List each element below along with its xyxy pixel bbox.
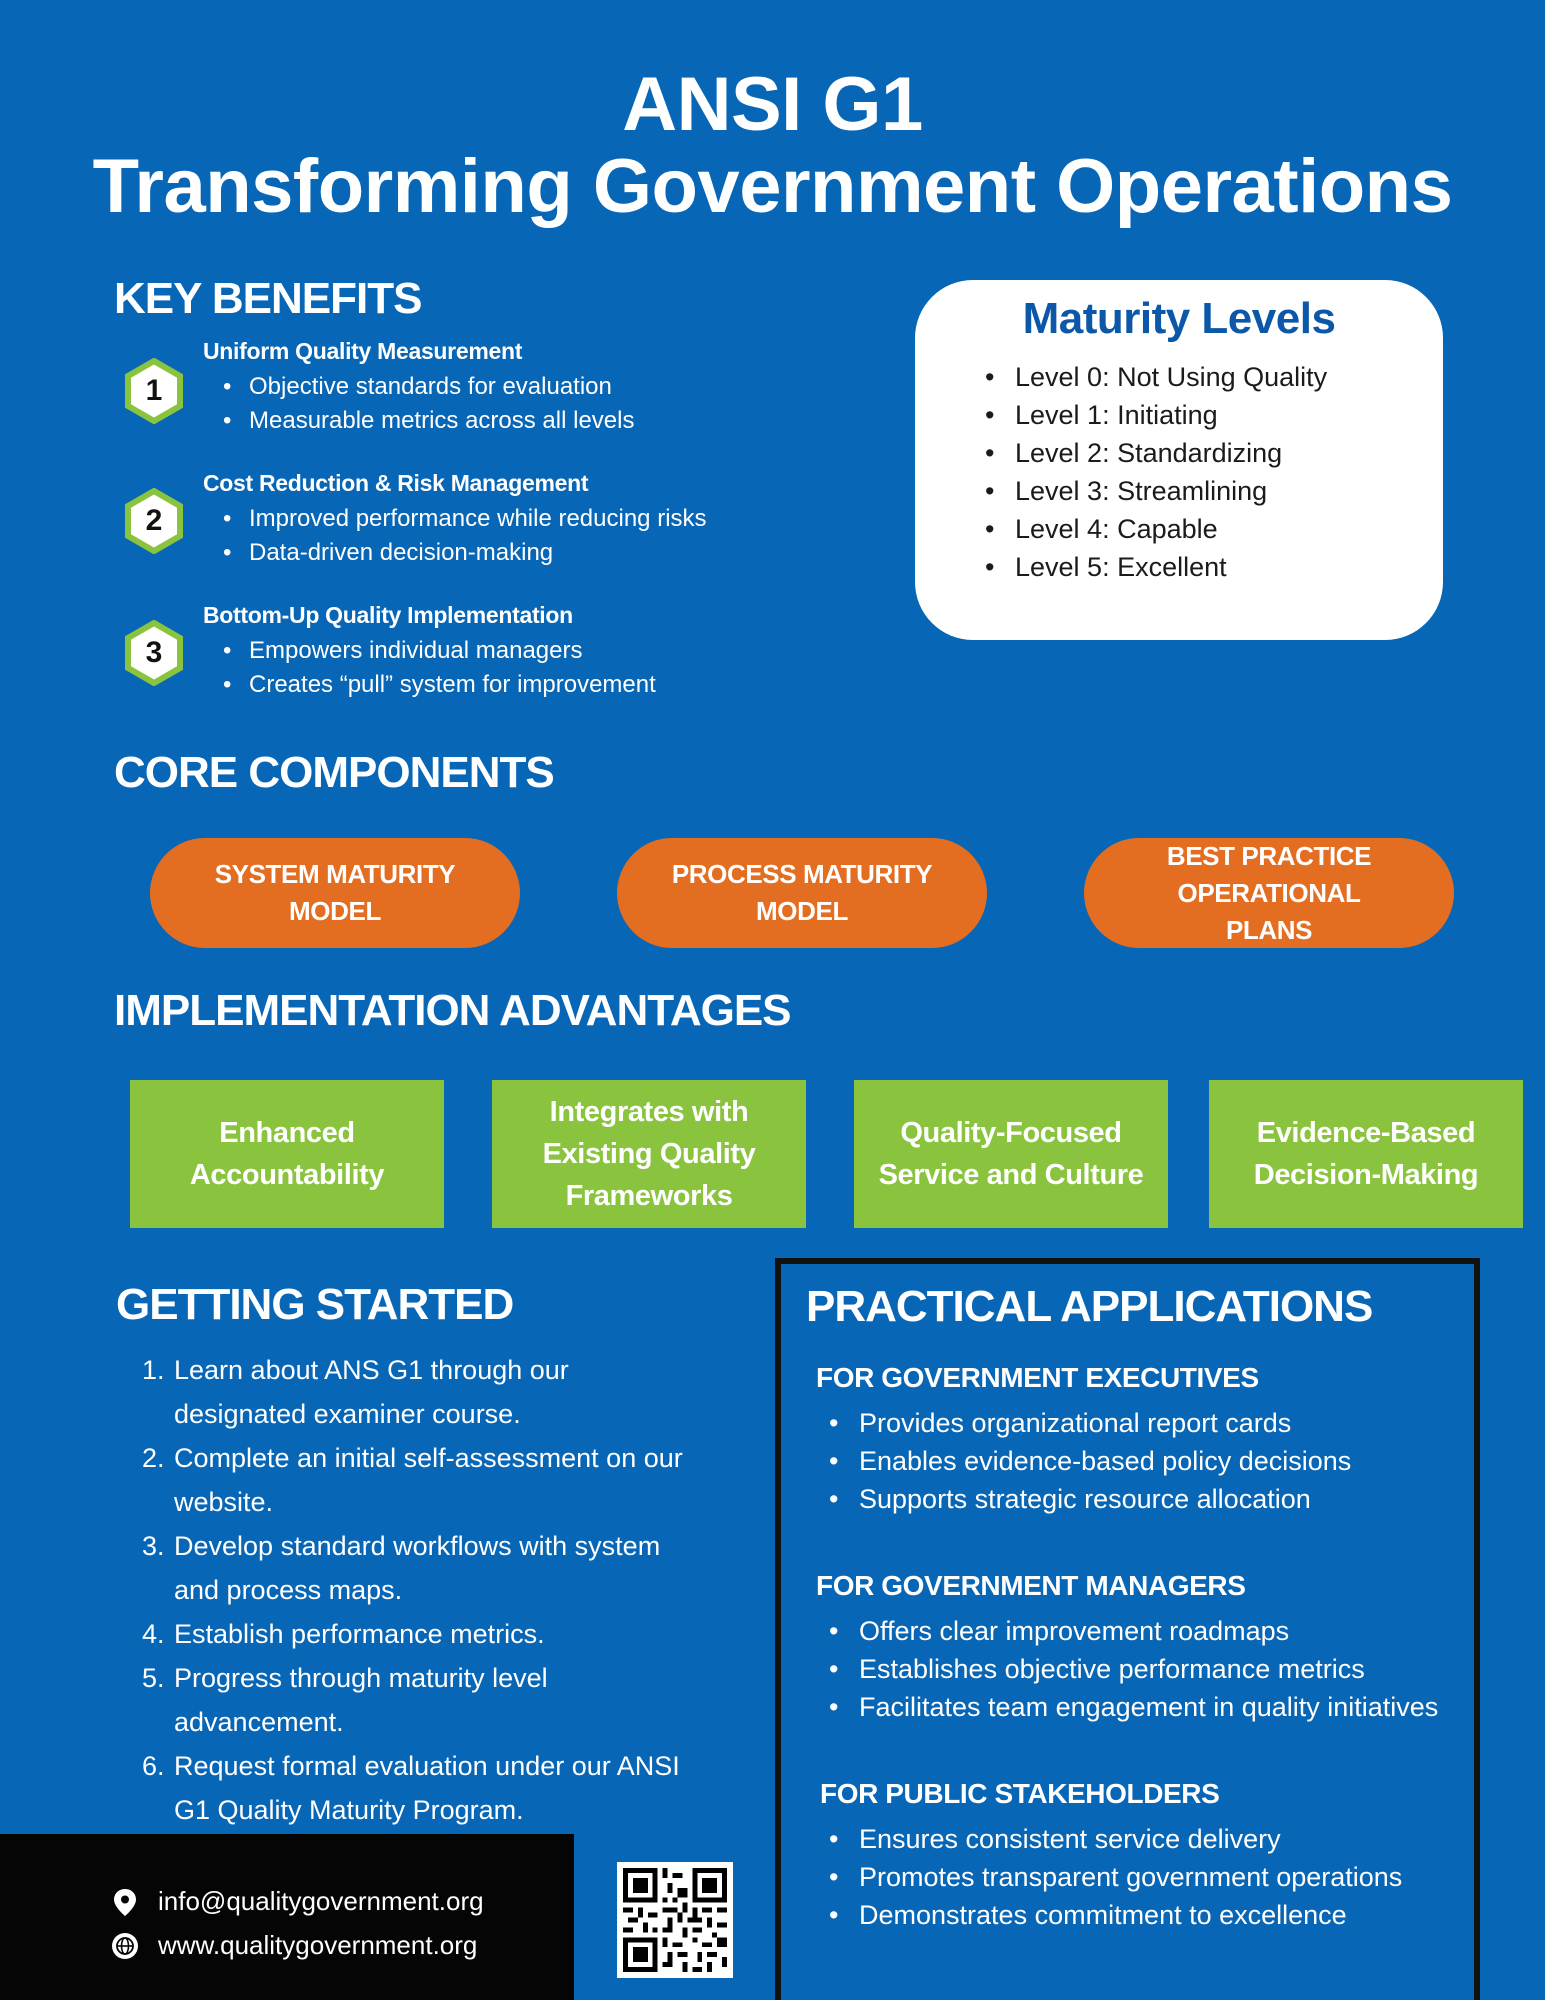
stakeholders-heading: FOR PUBLIC STAKEHOLDERS xyxy=(820,1778,1220,1809)
list-item: • Data-driven decision-making xyxy=(223,536,707,570)
contact-website-row[interactable] xyxy=(110,1930,477,1961)
list-item: • Establishes objective performance metrics xyxy=(829,1650,1438,1688)
managers-list xyxy=(829,1612,1438,1726)
list-item: • Enables evidence-based policy decisions xyxy=(829,1442,1351,1480)
implementation-advantages-heading: IMPLEMENTATION ADVANTAGES xyxy=(114,986,791,1035)
benefit-title: Uniform Quality Measurement xyxy=(203,338,523,364)
hexagon-badge-icon xyxy=(124,358,184,424)
list-item: • Level 3: Streamlining xyxy=(985,472,1327,510)
globe-icon xyxy=(110,1931,140,1961)
list-item: • Ensures consistent service delivery xyxy=(829,1820,1402,1858)
list-item: • Level 5: Excellent xyxy=(985,548,1327,586)
benefit-item-1 xyxy=(118,338,818,458)
benefit-item-3 xyxy=(118,602,818,722)
qr-code[interactable] xyxy=(617,1862,733,1978)
benefit-item-2 xyxy=(118,470,818,590)
list-item: 3. Develop standard workflows with system and process maps. xyxy=(142,1531,661,1605)
list-item: 2. Complete an initial self-assessment on our website. xyxy=(142,1443,683,1517)
page-title-line1: ANSI G1 xyxy=(622,62,923,147)
benefit-bullets xyxy=(223,370,634,438)
contact-box xyxy=(0,1834,574,2000)
maturity-levels-card xyxy=(915,280,1443,640)
benefit-number: 2 xyxy=(145,504,163,537)
executives-list xyxy=(829,1404,1351,1518)
list-item: • Level 4: Capable xyxy=(985,510,1327,548)
list-item: • Measurable metrics across all levels xyxy=(223,404,634,438)
hexagon-badge-icon xyxy=(124,488,184,554)
list-item: • Empowers individual managers xyxy=(223,634,656,668)
core-components-heading: CORE COMPONENTS xyxy=(114,748,554,797)
core-component-best-practice: BEST PRACTICE OPERATIONAL PLANS xyxy=(1084,838,1454,948)
key-benefits-heading: KEY BENEFITS xyxy=(114,274,422,323)
benefit-title: Bottom-Up Quality Implementation xyxy=(203,602,573,628)
list-item: • Objective standards for evaluation xyxy=(223,370,634,404)
advantage-quality-culture: Quality-Focused Service and Culture xyxy=(854,1080,1168,1228)
page-title-line2: Transforming Government Operations xyxy=(92,144,1453,229)
core-component-process-maturity: PROCESS MATURITY MODEL xyxy=(617,838,987,948)
list-item: • Level 0: Not Using Quality xyxy=(985,358,1327,396)
list-item: • Provides organizational report cards xyxy=(829,1404,1351,1442)
practical-applications-panel xyxy=(775,1258,1480,2000)
contact-email-row[interactable] xyxy=(110,1886,484,1917)
benefit-number: 1 xyxy=(145,374,163,407)
hexagon-badge-icon xyxy=(124,620,184,686)
list-item: • Level 1: Initiating xyxy=(985,396,1327,434)
location-pin-icon xyxy=(110,1887,140,1917)
list-item: 4. Establish performance metrics. xyxy=(142,1619,545,1649)
managers-heading: FOR GOVERNMENT MANAGERS xyxy=(816,1570,1246,1601)
getting-started-steps xyxy=(142,1348,702,1832)
benefit-number: 3 xyxy=(145,636,163,669)
list-item: • Offers clear improvement roadmaps xyxy=(829,1612,1438,1650)
contact-website[interactable]: www.qualitygovernment.org xyxy=(158,1930,478,1960)
executives-heading: FOR GOVERNMENT EXECUTIVES xyxy=(816,1362,1259,1393)
list-item: • Level 2: Standardizing xyxy=(985,434,1327,472)
stakeholders-list xyxy=(829,1820,1402,1934)
getting-started-heading: GETTING STARTED xyxy=(116,1280,514,1329)
maturity-levels-list xyxy=(985,358,1327,586)
list-item: • Facilitates team engagement in quality initiatives xyxy=(829,1688,1438,1726)
contact-email[interactable]: info@qualitygovernment.org xyxy=(158,1886,484,1916)
advantage-integration: Integrates with Existing Quality Frameworks xyxy=(492,1080,806,1228)
list-item: • Supports strategic resource allocation xyxy=(829,1480,1351,1518)
benefit-bullets xyxy=(223,634,656,702)
advantage-accountability: Enhanced Accountability xyxy=(130,1080,444,1228)
list-item: 6. Request formal evaluation under our ANSI G1 Quality Maturity Program. xyxy=(142,1751,680,1825)
list-item: 1. Learn about ANS G1 through our designated examiner course. xyxy=(142,1355,569,1429)
benefit-title: Cost Reduction & Risk Management xyxy=(203,470,589,496)
list-item: • Demonstrates commitment to excellence xyxy=(829,1896,1402,1934)
list-item: • Promotes transparent government operations xyxy=(829,1858,1402,1896)
list-item: 5. Progress through maturity level advancement. xyxy=(142,1663,548,1737)
advantage-evidence-based: Evidence-Based Decision-Making xyxy=(1209,1080,1523,1228)
benefit-bullets xyxy=(223,502,707,570)
qr-code-icon xyxy=(623,1868,727,1972)
maturity-levels-title: Maturity Levels xyxy=(1022,294,1336,343)
list-item: • Creates “pull” system for improvement xyxy=(223,668,656,702)
list-item: • Improved performance while reducing risks xyxy=(223,502,707,536)
practical-applications-heading: PRACTICAL APPLICATIONS xyxy=(806,1282,1373,1331)
core-component-system-maturity: SYSTEM MATURITY MODEL xyxy=(150,838,520,948)
